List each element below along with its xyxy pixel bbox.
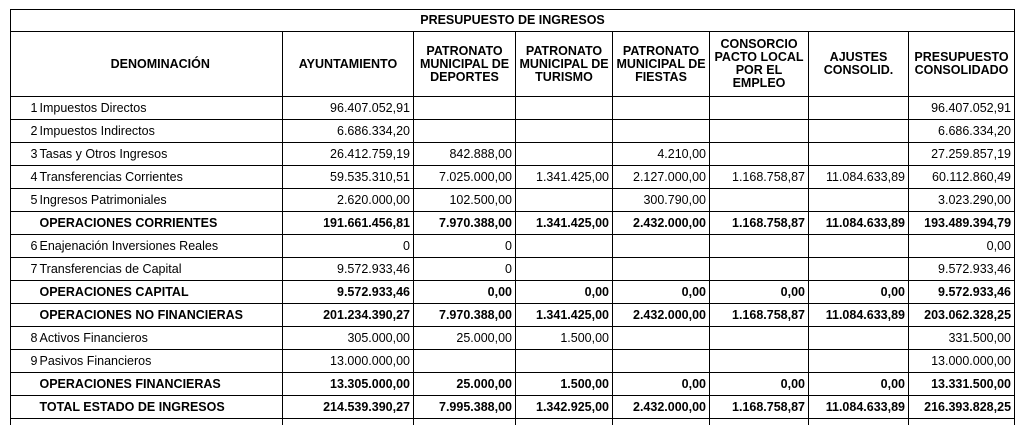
cell-turismo bbox=[516, 189, 613, 212]
cell-consolidado: 193.489.394,79 bbox=[909, 212, 1015, 235]
cell-consorcio: 0,00 bbox=[710, 281, 809, 304]
cell-ayuntamiento: 201.234.390,27 bbox=[283, 304, 414, 327]
row-number bbox=[11, 396, 39, 419]
table-row bbox=[11, 258, 1015, 281]
row-label: Transferencias de Capital bbox=[39, 258, 283, 281]
cell-ayuntamiento: 13.000.000,00 bbox=[283, 350, 414, 373]
cell-fiestas bbox=[613, 235, 710, 258]
index-header bbox=[11, 32, 39, 97]
cell-ajustes: 11.084.633,89 bbox=[809, 212, 909, 235]
cell-deportes: 25.000,00 bbox=[414, 373, 516, 396]
cell-turismo: 1.341.425,00 bbox=[516, 166, 613, 189]
cell-ayuntamiento: 26.412.759,19 bbox=[283, 143, 414, 166]
table-row bbox=[11, 166, 1015, 189]
cell-ayuntamiento: 214.539.390,27 bbox=[283, 396, 414, 419]
cell-consorcio bbox=[710, 120, 809, 143]
cell-turismo bbox=[516, 258, 613, 281]
row-label: Activos Financieros bbox=[39, 327, 283, 350]
cell-ayuntamiento: 9.572.933,46 bbox=[283, 281, 414, 304]
cell-deportes: 102.500,00 bbox=[414, 189, 516, 212]
income-budget-table bbox=[10, 9, 1015, 425]
cell-fiestas: 300.790,00 bbox=[613, 189, 710, 212]
row-number: 6 bbox=[11, 235, 39, 258]
cell-deportes: 7.025.000,00 bbox=[414, 166, 516, 189]
cell-ajustes bbox=[809, 120, 909, 143]
header-ayuntamiento: AYUNTAMIENTO bbox=[283, 32, 414, 97]
row-label: Enajenación Inversiones Reales bbox=[39, 235, 283, 258]
table-row bbox=[11, 120, 1015, 143]
cell-turismo bbox=[516, 120, 613, 143]
cell-fiestas: 0,00 bbox=[613, 281, 710, 304]
cell-ajustes: 0,00 bbox=[809, 281, 909, 304]
table-title: PRESUPUESTO DE INGRESOS bbox=[11, 10, 1015, 32]
empty-cell bbox=[613, 419, 710, 426]
cell-ajustes bbox=[809, 235, 909, 258]
cell-consorcio bbox=[710, 143, 809, 166]
cell-consolidado: 60.112.860,49 bbox=[909, 166, 1015, 189]
cell-fiestas: 2.432.000,00 bbox=[613, 212, 710, 235]
row-number: 4 bbox=[11, 166, 39, 189]
cell-consolidado: 203.062.328,25 bbox=[909, 304, 1015, 327]
cell-fiestas: 4.210,00 bbox=[613, 143, 710, 166]
table-subtotal-row bbox=[11, 304, 1015, 327]
row-number: 2 bbox=[11, 120, 39, 143]
table-subtotal-row bbox=[11, 212, 1015, 235]
row-label: TOTAL ESTADO DE INGRESOS bbox=[39, 396, 283, 419]
cell-fiestas bbox=[613, 97, 710, 120]
row-number: 9 bbox=[11, 350, 39, 373]
header-consorcio: CONSORCIO PACTO LOCAL POR EL EMPLEO bbox=[710, 32, 809, 97]
cell-fiestas bbox=[613, 258, 710, 281]
cell-consorcio bbox=[710, 235, 809, 258]
cell-deportes bbox=[414, 97, 516, 120]
row-number: 7 bbox=[11, 258, 39, 281]
row-label: Ingresos Patrimoniales bbox=[39, 189, 283, 212]
row-number: 3 bbox=[11, 143, 39, 166]
header-fiestas: PATRONATO MUNICIPAL DE FIESTAS bbox=[613, 32, 710, 97]
cell-ajustes: 0,00 bbox=[809, 373, 909, 396]
cell-ayuntamiento: 6.686.334,20 bbox=[283, 120, 414, 143]
cell-consorcio: 1.168.758,87 bbox=[710, 212, 809, 235]
table-row bbox=[11, 235, 1015, 258]
row-label: Transferencias Corrientes bbox=[39, 166, 283, 189]
header-turismo: PATRONATO MUNICIPAL DE TURISMO bbox=[516, 32, 613, 97]
header-denominacion: DENOMINACIÓN bbox=[39, 32, 283, 97]
cell-turismo: 1.500,00 bbox=[516, 373, 613, 396]
empty-cell bbox=[809, 419, 909, 426]
cell-ayuntamiento: 9.572.933,46 bbox=[283, 258, 414, 281]
cell-consorcio: 1.168.758,87 bbox=[710, 166, 809, 189]
cell-ajustes: 11.084.633,89 bbox=[809, 396, 909, 419]
cell-turismo: 1.500,00 bbox=[516, 327, 613, 350]
cell-ajustes: 11.084.633,89 bbox=[809, 304, 909, 327]
row-label: Tasas y Otros Ingresos bbox=[39, 143, 283, 166]
cell-deportes bbox=[414, 120, 516, 143]
empty-cell bbox=[283, 419, 414, 426]
table-row bbox=[11, 327, 1015, 350]
cell-ajustes bbox=[809, 327, 909, 350]
cell-ajustes: 11.084.633,89 bbox=[809, 166, 909, 189]
cell-consolidado: 331.500,00 bbox=[909, 327, 1015, 350]
header-deportes: PATRONATO MUNICIPAL DE DEPORTES bbox=[414, 32, 516, 97]
header-ajustes: AJUSTES CONSOLID. bbox=[809, 32, 909, 97]
cell-ayuntamiento: 191.661.456,81 bbox=[283, 212, 414, 235]
cell-deportes: 7.995.388,00 bbox=[414, 396, 516, 419]
cell-consorcio bbox=[710, 258, 809, 281]
empty-cell bbox=[414, 419, 516, 426]
cell-deportes bbox=[414, 350, 516, 373]
empty-cell bbox=[909, 419, 1015, 426]
cell-ajustes bbox=[809, 97, 909, 120]
row-number bbox=[11, 212, 39, 235]
cell-turismo: 1.341.425,00 bbox=[516, 304, 613, 327]
cell-consorcio bbox=[710, 327, 809, 350]
cell-deportes: 0 bbox=[414, 258, 516, 281]
cell-deportes: 25.000,00 bbox=[414, 327, 516, 350]
empty-cell bbox=[39, 419, 283, 426]
cell-consorcio bbox=[710, 189, 809, 212]
cell-deportes: 7.970.388,00 bbox=[414, 212, 516, 235]
cell-turismo bbox=[516, 235, 613, 258]
table-subtotal-row bbox=[11, 281, 1015, 304]
cell-deportes: 0 bbox=[414, 235, 516, 258]
cell-turismo: 1.341.425,00 bbox=[516, 212, 613, 235]
cell-ayuntamiento: 0 bbox=[283, 235, 414, 258]
cell-fiestas bbox=[613, 350, 710, 373]
row-number: 8 bbox=[11, 327, 39, 350]
cell-turismo: 0,00 bbox=[516, 281, 613, 304]
row-label: Pasivos Financieros bbox=[39, 350, 283, 373]
cell-consorcio: 1.168.758,87 bbox=[710, 396, 809, 419]
row-number: 5 bbox=[11, 189, 39, 212]
cell-ayuntamiento: 13.305.000,00 bbox=[283, 373, 414, 396]
cell-consorcio bbox=[710, 350, 809, 373]
table-subtotal-row bbox=[11, 373, 1015, 396]
table-row bbox=[11, 350, 1015, 373]
cell-deportes: 7.970.388,00 bbox=[414, 304, 516, 327]
empty-cell bbox=[11, 419, 39, 426]
cell-consorcio: 0,00 bbox=[710, 373, 809, 396]
cell-ajustes bbox=[809, 143, 909, 166]
cell-consolidado: 27.259.857,19 bbox=[909, 143, 1015, 166]
cell-consolidado: 6.686.334,20 bbox=[909, 120, 1015, 143]
cell-fiestas: 0,00 bbox=[613, 373, 710, 396]
row-label: Impuestos Indirectos bbox=[39, 120, 283, 143]
cell-consolidado: 216.393.828,25 bbox=[909, 396, 1015, 419]
cell-ajustes bbox=[809, 258, 909, 281]
row-label: OPERACIONES CORRIENTES bbox=[39, 212, 283, 235]
table-subtotal-row bbox=[11, 396, 1015, 419]
cell-fiestas: 2.127.000,00 bbox=[613, 166, 710, 189]
cell-consolidado: 3.023.290,00 bbox=[909, 189, 1015, 212]
row-number bbox=[11, 281, 39, 304]
cell-fiestas bbox=[613, 327, 710, 350]
row-label: OPERACIONES FINANCIERAS bbox=[39, 373, 283, 396]
cell-fiestas: 2.432.000,00 bbox=[613, 396, 710, 419]
cell-ayuntamiento: 59.535.310,51 bbox=[283, 166, 414, 189]
cell-ayuntamiento: 305.000,00 bbox=[283, 327, 414, 350]
cell-ajustes bbox=[809, 350, 909, 373]
table-body bbox=[11, 97, 1015, 426]
cell-ayuntamiento: 2.620.000,00 bbox=[283, 189, 414, 212]
row-label: Impuestos Directos bbox=[39, 97, 283, 120]
cell-consolidado: 9.572.933,46 bbox=[909, 258, 1015, 281]
empty-cell bbox=[710, 419, 809, 426]
header-consolidado: PRESUPUESTO CONSOLIDADO bbox=[909, 32, 1015, 97]
table-row bbox=[11, 97, 1015, 120]
cell-deportes: 0,00 bbox=[414, 281, 516, 304]
cell-turismo bbox=[516, 97, 613, 120]
cell-turismo bbox=[516, 350, 613, 373]
cell-deportes: 842.888,00 bbox=[414, 143, 516, 166]
row-number: 1 bbox=[11, 97, 39, 120]
cell-consolidado: 13.000.000,00 bbox=[909, 350, 1015, 373]
table-row-cutoff bbox=[11, 419, 1015, 426]
cell-turismo bbox=[516, 143, 613, 166]
cell-fiestas bbox=[613, 120, 710, 143]
empty-cell bbox=[516, 419, 613, 426]
cell-consolidado: 0,00 bbox=[909, 235, 1015, 258]
table-row bbox=[11, 189, 1015, 212]
cell-fiestas: 2.432.000,00 bbox=[613, 304, 710, 327]
cell-consorcio bbox=[710, 97, 809, 120]
cell-ajustes bbox=[809, 189, 909, 212]
row-label: OPERACIONES NO FINANCIERAS bbox=[39, 304, 283, 327]
cell-ayuntamiento: 96.407.052,91 bbox=[283, 97, 414, 120]
cell-turismo: 1.342.925,00 bbox=[516, 396, 613, 419]
budget-sheet bbox=[10, 9, 1014, 425]
cell-consolidado: 96.407.052,91 bbox=[909, 97, 1015, 120]
table-row bbox=[11, 143, 1015, 166]
row-label: OPERACIONES CAPITAL bbox=[39, 281, 283, 304]
cell-consorcio: 1.168.758,87 bbox=[710, 304, 809, 327]
cell-consolidado: 13.331.500,00 bbox=[909, 373, 1015, 396]
row-number bbox=[11, 373, 39, 396]
cell-consolidado: 9.572.933,46 bbox=[909, 281, 1015, 304]
row-number bbox=[11, 304, 39, 327]
